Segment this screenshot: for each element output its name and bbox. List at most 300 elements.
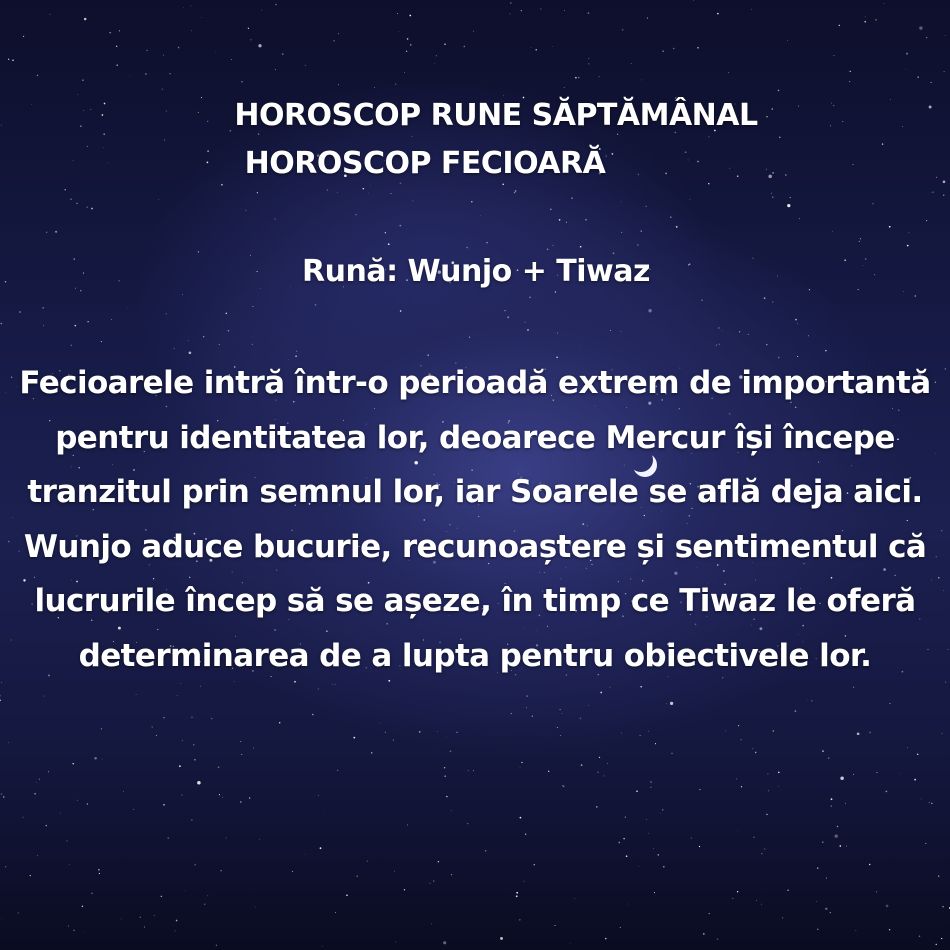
star bbox=[249, 797, 250, 798]
star bbox=[258, 44, 261, 47]
star bbox=[754, 837, 755, 838]
star bbox=[419, 731, 421, 733]
star bbox=[521, 10, 522, 11]
star bbox=[925, 843, 926, 844]
star bbox=[756, 900, 757, 901]
star bbox=[876, 891, 877, 892]
star bbox=[666, 703, 667, 704]
star bbox=[220, 870, 221, 871]
star bbox=[436, 55, 437, 56]
star bbox=[736, 778, 737, 779]
star bbox=[571, 198, 572, 199]
star bbox=[931, 803, 932, 804]
star bbox=[717, 13, 719, 15]
star bbox=[8, 541, 10, 543]
star bbox=[111, 319, 112, 320]
star bbox=[84, 932, 85, 933]
star bbox=[531, 47, 532, 48]
star bbox=[327, 189, 328, 190]
star bbox=[23, 36, 24, 37]
star bbox=[526, 707, 527, 708]
star bbox=[322, 946, 323, 947]
star bbox=[663, 866, 665, 868]
star bbox=[136, 694, 137, 695]
star bbox=[520, 817, 522, 819]
star bbox=[156, 735, 157, 736]
star bbox=[559, 219, 561, 221]
star bbox=[335, 684, 336, 685]
star bbox=[790, 197, 791, 198]
star bbox=[914, 779, 916, 781]
star bbox=[825, 908, 827, 910]
star bbox=[787, 40, 788, 41]
star bbox=[279, 722, 280, 723]
star bbox=[890, 703, 891, 704]
star bbox=[618, 842, 620, 844]
star bbox=[778, 772, 780, 774]
star bbox=[535, 49, 537, 51]
star bbox=[84, 18, 87, 21]
rune-line: Rună: Wunjo + Tiwaz bbox=[302, 254, 650, 289]
star bbox=[938, 876, 939, 877]
star bbox=[404, 889, 405, 890]
star bbox=[252, 306, 253, 307]
star bbox=[181, 794, 182, 795]
star bbox=[846, 846, 847, 847]
star bbox=[772, 301, 773, 302]
star bbox=[466, 247, 468, 249]
star bbox=[779, 136, 781, 138]
star bbox=[8, 59, 9, 60]
star bbox=[655, 743, 656, 744]
star bbox=[191, 717, 192, 718]
star bbox=[834, 55, 835, 56]
star bbox=[19, 311, 20, 312]
star bbox=[719, 344, 721, 346]
star bbox=[46, 825, 47, 826]
star bbox=[23, 817, 24, 818]
star bbox=[646, 206, 647, 207]
star bbox=[473, 770, 474, 771]
star bbox=[771, 193, 772, 194]
star bbox=[673, 48, 675, 50]
star bbox=[161, 896, 163, 898]
star bbox=[203, 336, 205, 338]
star bbox=[853, 687, 854, 688]
star bbox=[626, 855, 628, 857]
star bbox=[662, 809, 663, 810]
star bbox=[338, 84, 339, 85]
star bbox=[201, 17, 202, 18]
star bbox=[215, 52, 216, 53]
star bbox=[557, 333, 558, 334]
star bbox=[516, 895, 518, 897]
star bbox=[521, 762, 522, 763]
star bbox=[500, 937, 503, 940]
star bbox=[585, 219, 586, 220]
star bbox=[772, 730, 774, 732]
star bbox=[948, 649, 949, 650]
star bbox=[907, 245, 909, 247]
star bbox=[129, 76, 130, 77]
star bbox=[467, 823, 468, 824]
star bbox=[882, 143, 883, 144]
star bbox=[87, 803, 88, 804]
star bbox=[919, 935, 920, 936]
star bbox=[752, 748, 753, 749]
star bbox=[240, 741, 241, 742]
star bbox=[527, 329, 529, 331]
star bbox=[337, 770, 338, 771]
star bbox=[82, 906, 83, 907]
star bbox=[103, 133, 105, 135]
star bbox=[578, 77, 580, 79]
star bbox=[525, 834, 526, 835]
star bbox=[908, 232, 909, 233]
star bbox=[637, 244, 638, 245]
star bbox=[207, 895, 208, 896]
star bbox=[241, 81, 242, 82]
star bbox=[5, 392, 6, 393]
star bbox=[211, 718, 213, 720]
star bbox=[228, 330, 230, 332]
star bbox=[917, 76, 919, 78]
star bbox=[514, 192, 515, 193]
star bbox=[178, 47, 180, 49]
star bbox=[648, 833, 649, 834]
star bbox=[468, 770, 469, 771]
star bbox=[575, 77, 577, 79]
star bbox=[830, 912, 831, 913]
star bbox=[511, 713, 512, 714]
star bbox=[252, 344, 253, 345]
star bbox=[305, 854, 306, 855]
star bbox=[282, 53, 283, 54]
star bbox=[849, 81, 850, 82]
star bbox=[588, 63, 589, 64]
star bbox=[931, 192, 932, 193]
star bbox=[66, 840, 67, 841]
star bbox=[570, 944, 571, 945]
star bbox=[876, 772, 877, 773]
star bbox=[12, 517, 13, 518]
star bbox=[693, 0, 694, 1]
star bbox=[258, 133, 260, 135]
star bbox=[275, 4, 277, 6]
star bbox=[725, 731, 726, 732]
star bbox=[444, 767, 445, 768]
star bbox=[588, 58, 589, 59]
star bbox=[395, 84, 396, 85]
star bbox=[737, 830, 738, 831]
star bbox=[261, 10, 262, 11]
star bbox=[599, 757, 600, 758]
star bbox=[886, 905, 889, 908]
star bbox=[926, 220, 927, 221]
star bbox=[945, 368, 947, 370]
star bbox=[182, 740, 183, 741]
star bbox=[385, 732, 386, 733]
star bbox=[942, 906, 944, 908]
star bbox=[660, 813, 661, 814]
star bbox=[356, 875, 358, 877]
star bbox=[607, 763, 608, 764]
star bbox=[671, 753, 672, 754]
star bbox=[676, 226, 678, 228]
star bbox=[177, 695, 178, 696]
star bbox=[393, 740, 394, 741]
star bbox=[151, 726, 153, 728]
star bbox=[547, 248, 549, 250]
star bbox=[332, 684, 333, 685]
star bbox=[604, 775, 605, 776]
star bbox=[0, 695, 1, 696]
star bbox=[91, 893, 92, 894]
star bbox=[259, 839, 260, 840]
star bbox=[884, 3, 885, 4]
star bbox=[748, 334, 749, 335]
star bbox=[70, 198, 72, 200]
star bbox=[163, 804, 164, 805]
star bbox=[191, 30, 192, 31]
star bbox=[451, 810, 452, 811]
star bbox=[919, 26, 922, 29]
star bbox=[82, 80, 83, 81]
star bbox=[34, 793, 36, 795]
star bbox=[431, 923, 432, 924]
star bbox=[856, 930, 857, 931]
star bbox=[257, 192, 258, 193]
star bbox=[761, 904, 762, 905]
star bbox=[510, 2, 511, 3]
star bbox=[936, 944, 937, 945]
star bbox=[515, 190, 517, 192]
star bbox=[529, 296, 531, 298]
star bbox=[406, 51, 407, 52]
star bbox=[46, 232, 47, 233]
star bbox=[938, 577, 939, 578]
star bbox=[921, 799, 922, 800]
star bbox=[658, 854, 659, 855]
star bbox=[640, 686, 642, 688]
star bbox=[502, 184, 504, 186]
star bbox=[886, 791, 888, 793]
star bbox=[30, 875, 31, 876]
star bbox=[117, 65, 118, 66]
star bbox=[621, 331, 622, 332]
star bbox=[817, 929, 818, 930]
star bbox=[738, 725, 739, 726]
star bbox=[8, 742, 9, 743]
star bbox=[540, 9, 541, 10]
star bbox=[49, 14, 50, 15]
star bbox=[828, 757, 830, 759]
star bbox=[338, 33, 339, 34]
star bbox=[722, 330, 723, 331]
star bbox=[732, 898, 733, 899]
star bbox=[503, 95, 504, 96]
star bbox=[371, 752, 372, 753]
star bbox=[766, 814, 767, 815]
star bbox=[941, 530, 942, 531]
star bbox=[889, 929, 890, 930]
star bbox=[200, 686, 201, 687]
star bbox=[312, 714, 314, 716]
star bbox=[11, 377, 12, 378]
star bbox=[127, 308, 128, 309]
star bbox=[807, 699, 808, 700]
star bbox=[73, 930, 74, 931]
star bbox=[598, 772, 599, 773]
star bbox=[456, 732, 457, 733]
star bbox=[562, 713, 563, 714]
star bbox=[670, 702, 673, 705]
star bbox=[764, 297, 766, 299]
star bbox=[197, 781, 201, 785]
star bbox=[400, 182, 402, 184]
star bbox=[709, 913, 710, 914]
star bbox=[631, 63, 632, 64]
star bbox=[473, 31, 474, 32]
star bbox=[407, 824, 408, 825]
star bbox=[94, 757, 97, 760]
star bbox=[906, 53, 908, 55]
star bbox=[621, 733, 622, 734]
star bbox=[509, 13, 510, 14]
star bbox=[822, 750, 823, 751]
star bbox=[399, 31, 400, 32]
star bbox=[564, 87, 565, 88]
star bbox=[388, 243, 390, 245]
star bbox=[471, 201, 473, 203]
star bbox=[444, 775, 446, 777]
star bbox=[831, 805, 832, 806]
star bbox=[831, 798, 833, 800]
star bbox=[194, 864, 196, 866]
star bbox=[858, 289, 859, 290]
star bbox=[519, 919, 520, 920]
star bbox=[869, 864, 870, 865]
star bbox=[516, 892, 518, 894]
star bbox=[429, 883, 430, 884]
star bbox=[699, 789, 700, 790]
star bbox=[640, 735, 641, 736]
star bbox=[653, 848, 654, 849]
star bbox=[221, 184, 223, 186]
star bbox=[77, 94, 78, 95]
star bbox=[690, 199, 691, 200]
star bbox=[550, 209, 551, 210]
star bbox=[929, 802, 930, 803]
star bbox=[648, 731, 649, 732]
star bbox=[399, 225, 401, 227]
star bbox=[809, 289, 810, 290]
star bbox=[860, 238, 861, 239]
star bbox=[323, 812, 324, 813]
star bbox=[11, 640, 12, 641]
star bbox=[48, 771, 49, 772]
star bbox=[716, 344, 717, 345]
star bbox=[182, 294, 183, 295]
star bbox=[36, 782, 37, 783]
star bbox=[525, 322, 526, 323]
star bbox=[580, 344, 581, 345]
star bbox=[766, 344, 767, 345]
star bbox=[174, 348, 175, 349]
star bbox=[524, 881, 525, 882]
star bbox=[580, 718, 582, 720]
star bbox=[255, 907, 256, 908]
star bbox=[166, 313, 167, 314]
star bbox=[191, 819, 192, 820]
star bbox=[622, 29, 624, 31]
star bbox=[532, 716, 533, 717]
star bbox=[926, 37, 927, 38]
star bbox=[60, 813, 61, 814]
star bbox=[691, 838, 692, 839]
star bbox=[410, 44, 411, 45]
star bbox=[245, 210, 246, 211]
title-line-2: HOROSCOP FECIOARĂ bbox=[244, 146, 606, 181]
star bbox=[853, 774, 854, 775]
star bbox=[564, 10, 565, 11]
star bbox=[395, 941, 396, 942]
star bbox=[832, 231, 833, 232]
star bbox=[889, 226, 891, 228]
star bbox=[504, 310, 505, 311]
star bbox=[219, 344, 220, 345]
star bbox=[37, 75, 38, 76]
star bbox=[154, 915, 155, 916]
star bbox=[943, 590, 944, 591]
star bbox=[553, 245, 554, 246]
star bbox=[469, 337, 470, 338]
star bbox=[305, 65, 306, 66]
star bbox=[1, 682, 2, 683]
star bbox=[1, 323, 3, 325]
star bbox=[169, 73, 170, 74]
star bbox=[797, 323, 798, 324]
star bbox=[194, 759, 196, 761]
star bbox=[368, 193, 369, 194]
star bbox=[76, 203, 77, 204]
star bbox=[768, 790, 769, 791]
star bbox=[914, 295, 916, 297]
star bbox=[188, 340, 189, 341]
star bbox=[123, 791, 124, 792]
star bbox=[226, 313, 227, 314]
star bbox=[315, 304, 317, 306]
star bbox=[2, 918, 3, 919]
star bbox=[767, 773, 768, 774]
star bbox=[741, 786, 742, 787]
star bbox=[43, 325, 44, 326]
star bbox=[826, 878, 827, 879]
star bbox=[580, 246, 582, 248]
star bbox=[728, 72, 729, 73]
star bbox=[404, 72, 405, 73]
star bbox=[164, 139, 165, 140]
star bbox=[639, 866, 640, 867]
star bbox=[133, 809, 134, 810]
star bbox=[222, 797, 223, 798]
star bbox=[816, 901, 817, 902]
star bbox=[600, 692, 602, 694]
star bbox=[647, 18, 648, 19]
star bbox=[588, 705, 589, 706]
star bbox=[191, 6, 192, 7]
star bbox=[68, 926, 69, 927]
